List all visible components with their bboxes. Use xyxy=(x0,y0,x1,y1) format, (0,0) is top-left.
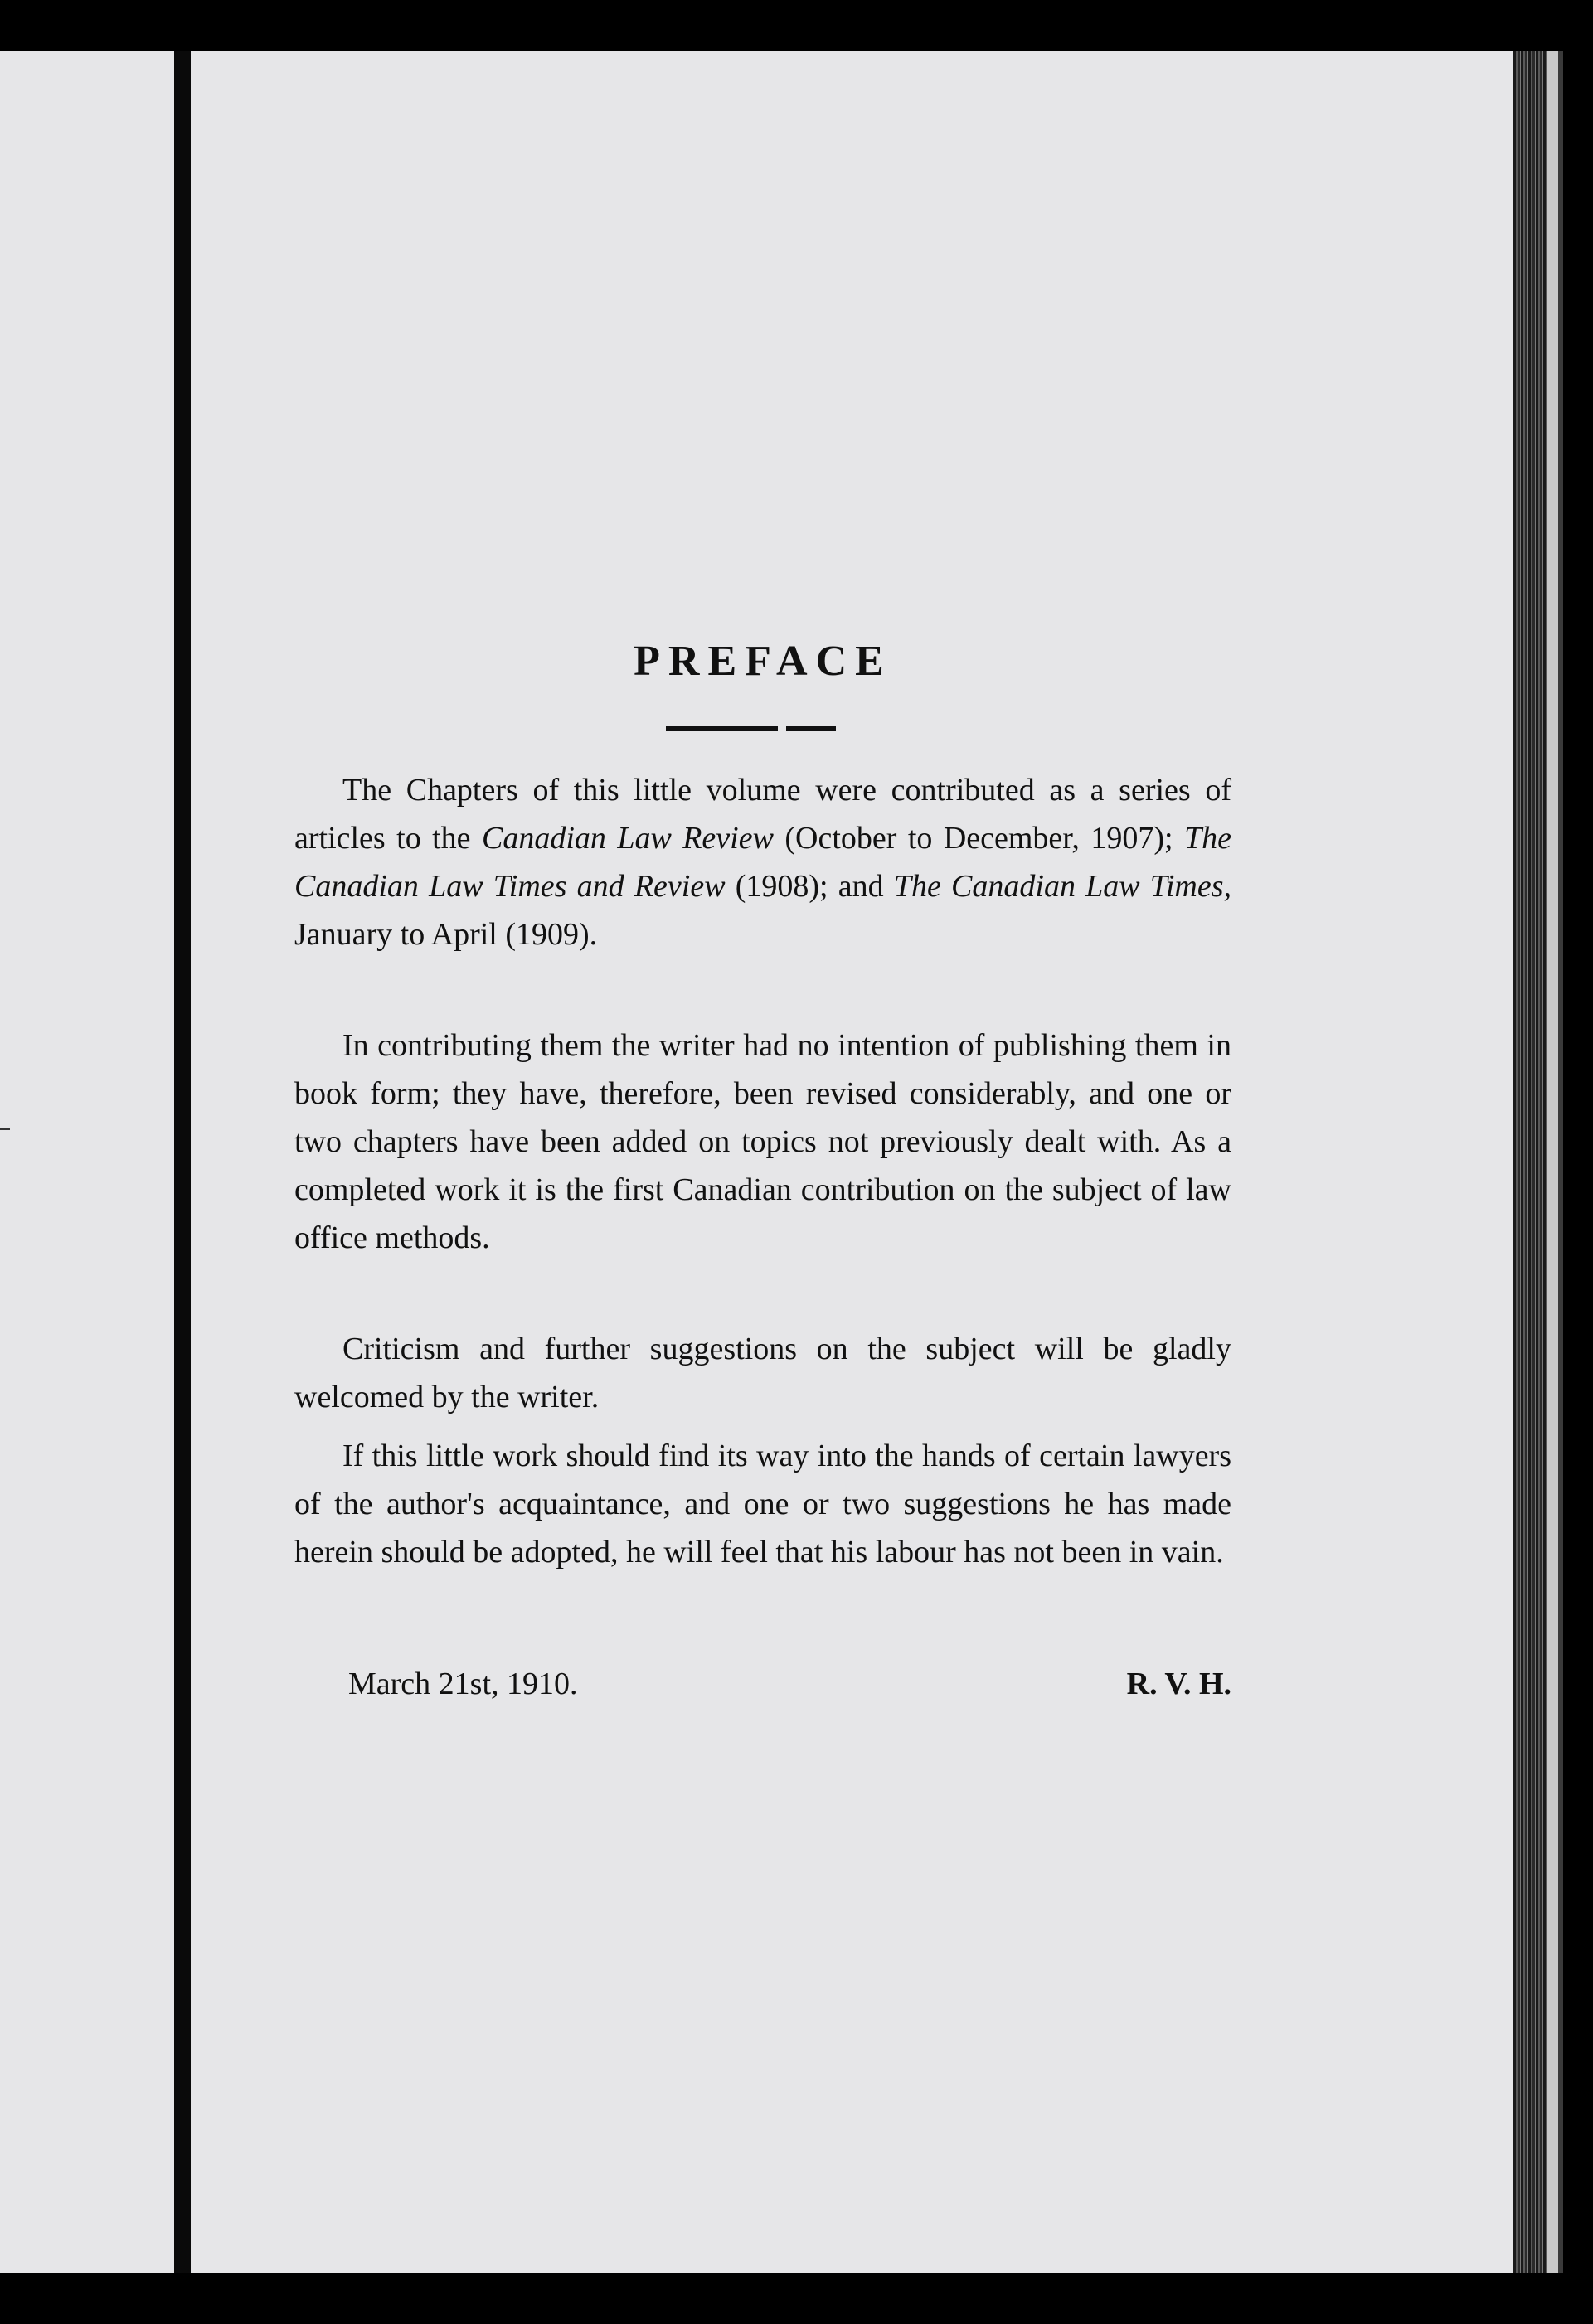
paragraph-1 xyxy=(294,766,1231,958)
paragraph-2: In contributing them the writer had no intention of publishing them in book form; they have, therefore, been revised considerably, and one or two chapters have been added on topics not previously dealt with. As a completed work it is the first Canadian contribution on the subject of law office methods. xyxy=(294,1028,1231,1255)
paragraph-3: Criticism and further suggestions on the subject will be gladly welcomed by the writer. xyxy=(294,1332,1231,1414)
paragraph-1-italic-title-3: The Canadian Law Times, xyxy=(893,869,1232,904)
margin-mark xyxy=(0,1128,10,1130)
title-rule-long xyxy=(666,726,778,731)
left-page-margin xyxy=(0,51,174,2273)
paragraph-1-italic-title-1: Canadian Law Review xyxy=(481,821,774,856)
signoff-date: March 21st, 1910. xyxy=(348,1667,578,1701)
paragraph-1-italic-title-2: The Canadian Law Times and Review xyxy=(294,821,1231,904)
paragraph-4: If this little work should find its way into the hands of certain lawyers of the author's acquaintance, and one or two suggestions he has made herein should be adopted, he will feel that his labour has not been in vain. xyxy=(294,1439,1231,1570)
title-rule-short xyxy=(786,726,836,731)
page-stack-edge-dark xyxy=(1558,51,1563,2273)
page-stack-edge-light xyxy=(1547,51,1558,2273)
paragraph-1-text-2: (October to December, 1907); xyxy=(773,821,1184,856)
paragraph-1-text: The Chapters of this little volume were contributed as a series of articles to the xyxy=(294,773,1231,856)
signoff-initials: R. V. H. xyxy=(1126,1667,1231,1701)
paragraph-1-text-4: January to April (1909). xyxy=(294,917,598,952)
paragraph-1-text-3: (1908); and xyxy=(725,869,894,904)
binding-gutter xyxy=(174,51,191,2273)
page-title: PREFACE xyxy=(634,638,892,685)
page-stack-edge xyxy=(1513,51,1547,2273)
